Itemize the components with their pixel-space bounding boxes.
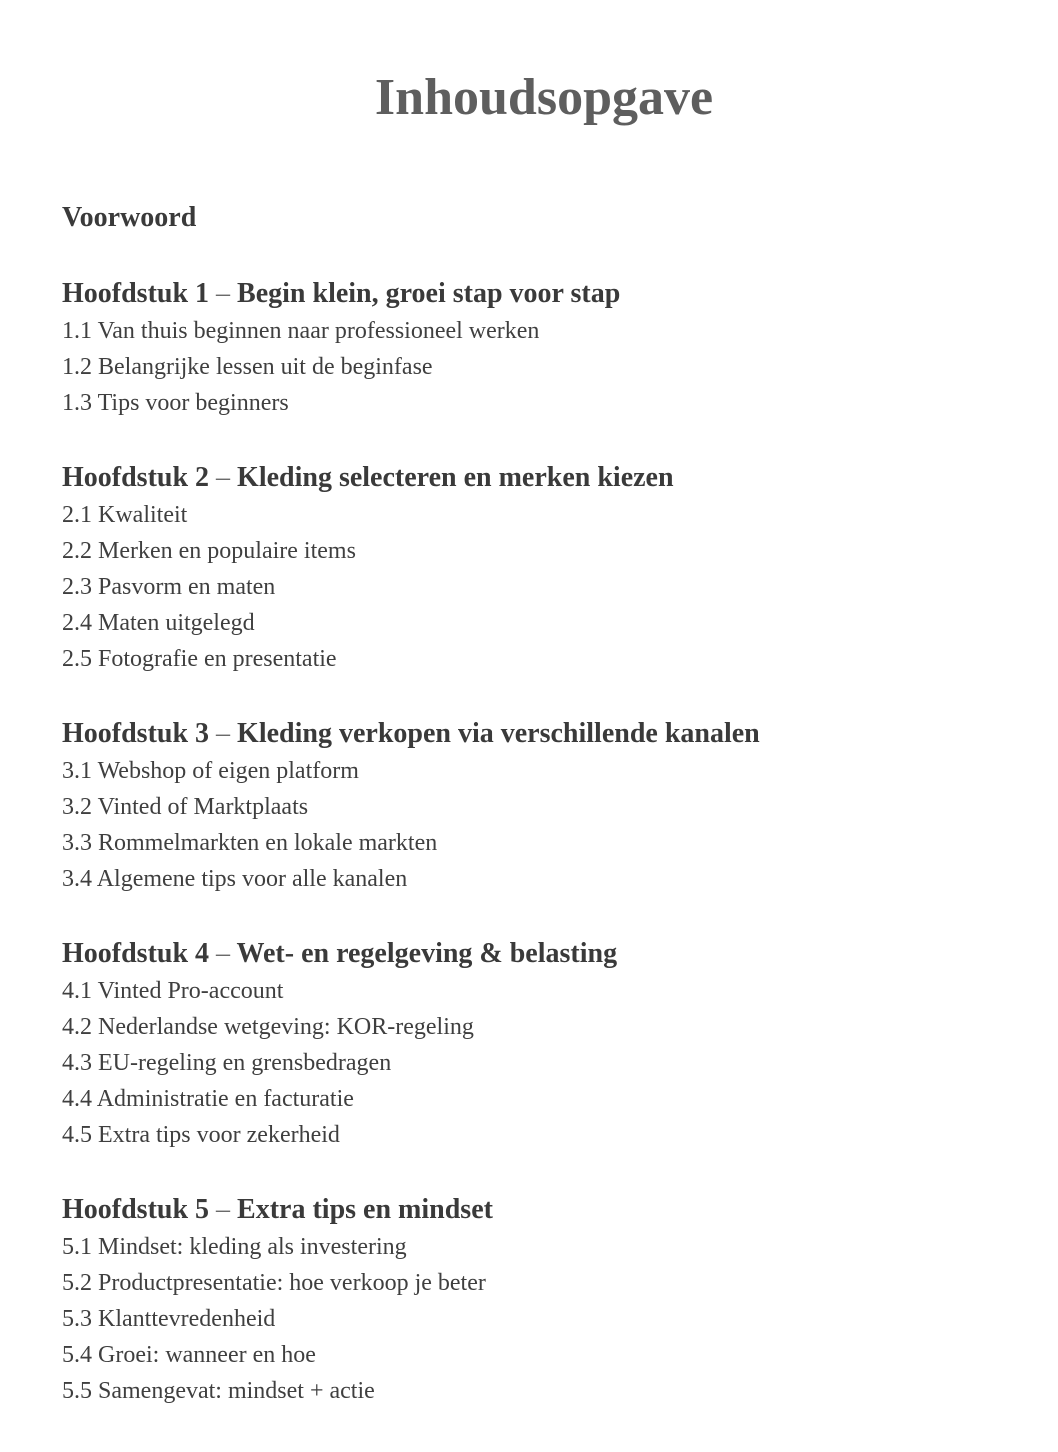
toc-section-link[interactable] bbox=[62, 1117, 1022, 1153]
chapter-title-link[interactable] bbox=[62, 459, 1022, 497]
section-number: 4.5 bbox=[62, 1122, 92, 1148]
section-title: Klanttevredenheid bbox=[98, 1306, 276, 1332]
section-number: 1.3 bbox=[62, 390, 92, 416]
chapter-title-link[interactable] bbox=[62, 275, 1022, 313]
page-title: Inhoudsopgave bbox=[374, 69, 714, 126]
section-number: 5.4 bbox=[62, 1342, 92, 1368]
section-number: 5.2 bbox=[62, 1270, 92, 1296]
chapter-dash: – bbox=[216, 1194, 231, 1225]
section-title: Pasvorm en maten bbox=[98, 574, 276, 600]
section-number: 2.1 bbox=[62, 502, 92, 528]
chapter-label: Hoofdstuk 2 bbox=[62, 462, 210, 493]
toc-section-link[interactable] bbox=[62, 753, 1022, 789]
chapter-name: Begin klein, groei stap voor stap bbox=[237, 278, 621, 309]
section-number: 3.1 bbox=[62, 758, 92, 784]
section-title: Rommelmarkten en lokale markten bbox=[98, 830, 438, 856]
toc-section-link[interactable] bbox=[62, 1301, 1022, 1337]
chapter-title-link[interactable] bbox=[62, 1191, 1022, 1229]
chapter-block bbox=[62, 275, 1022, 421]
toc-section-link[interactable] bbox=[62, 349, 1022, 385]
section-title: Samengevat: mindset + actie bbox=[98, 1378, 375, 1404]
section-title: Webshop of eigen platform bbox=[97, 758, 359, 784]
toc-section-link[interactable] bbox=[62, 313, 1022, 349]
section-title: Kwaliteit bbox=[98, 502, 188, 528]
toc-section-link[interactable] bbox=[62, 1081, 1022, 1117]
toc-section-link[interactable] bbox=[62, 1265, 1022, 1301]
chapter-name: Wet- en regelgeving & belasting bbox=[236, 938, 618, 969]
section-title: Vinted of Marktplaats bbox=[97, 794, 309, 820]
chapter-block bbox=[62, 715, 1022, 897]
toc-section-link[interactable] bbox=[62, 861, 1022, 897]
chapter-label: Hoofdstuk 4 bbox=[62, 938, 210, 969]
chapter-name: Extra tips en mindset bbox=[237, 1194, 493, 1225]
section-title: Algemene tips voor alle kanalen bbox=[96, 866, 408, 892]
section-title: Fotografie en presentatie bbox=[98, 646, 337, 672]
toc-section-link[interactable] bbox=[62, 825, 1022, 861]
section-title: Mindset: kleding als investering bbox=[98, 1234, 407, 1260]
section-number: 4.1 bbox=[62, 978, 92, 1004]
chapter-dash: – bbox=[216, 462, 231, 493]
toc-foreword-link[interactable]: Voorwoord bbox=[62, 202, 197, 233]
section-title: Productpresentatie: hoe verkoop je beter bbox=[98, 1270, 486, 1296]
toc-section-link[interactable] bbox=[62, 569, 1022, 605]
section-number: 3.3 bbox=[62, 830, 92, 856]
section-number: 4.2 bbox=[62, 1014, 92, 1040]
section-number: 2.3 bbox=[62, 574, 92, 600]
section-title: Van thuis beginnen naar professioneel werken bbox=[97, 318, 540, 344]
toc-section-link[interactable] bbox=[62, 533, 1022, 569]
section-title: Belangrijke lessen uit de beginfase bbox=[98, 354, 433, 380]
section-number: 5.5 bbox=[62, 1378, 92, 1404]
section-title: Maten uitgelegd bbox=[98, 610, 255, 636]
toc-section-link[interactable] bbox=[62, 1373, 1022, 1409]
section-number: 4.4 bbox=[62, 1086, 92, 1112]
toc-section-link[interactable] bbox=[62, 1337, 1022, 1373]
section-title: EU-regeling en grensbedragen bbox=[98, 1050, 392, 1076]
section-number: 5.1 bbox=[62, 1234, 92, 1260]
chapter-dash: – bbox=[216, 938, 231, 969]
section-title: Groei: wanneer en hoe bbox=[98, 1342, 316, 1368]
section-number: 5.3 bbox=[62, 1306, 92, 1332]
chapter-dash: – bbox=[216, 278, 231, 309]
section-title: Extra tips voor zekerheid bbox=[98, 1122, 340, 1148]
section-number: 3.2 bbox=[62, 794, 92, 820]
chapter-block bbox=[62, 935, 1022, 1153]
toc-section-link[interactable] bbox=[62, 789, 1022, 825]
section-number: 1.2 bbox=[62, 354, 92, 380]
toc-section-link[interactable] bbox=[62, 973, 1022, 1009]
toc-section-link[interactable] bbox=[62, 1229, 1022, 1265]
chapter-list bbox=[62, 275, 1022, 1409]
chapter-title-link[interactable] bbox=[62, 715, 1022, 753]
chapter-name: Kleding selecteren en merken kiezen bbox=[237, 462, 674, 493]
toc-section-link[interactable] bbox=[62, 605, 1022, 641]
chapter-block bbox=[62, 1191, 1022, 1409]
section-title: Administratie en facturatie bbox=[96, 1086, 354, 1112]
toc-section-link[interactable] bbox=[62, 385, 1022, 421]
section-number: 2.2 bbox=[62, 538, 92, 564]
toc-section-link[interactable] bbox=[62, 1045, 1022, 1081]
chapter-block bbox=[62, 459, 1022, 677]
toc-section-link[interactable] bbox=[62, 641, 1022, 677]
section-title: Vinted Pro-account bbox=[97, 978, 284, 1004]
chapter-title-link[interactable] bbox=[62, 935, 1022, 973]
section-title: Nederlandse wetgeving: KOR-regeling bbox=[98, 1014, 474, 1040]
section-number: 4.3 bbox=[62, 1050, 92, 1076]
chapter-label: Hoofdstuk 5 bbox=[62, 1194, 210, 1225]
toc-section-link[interactable] bbox=[62, 497, 1022, 533]
chapter-dash: – bbox=[216, 718, 231, 749]
section-number: 2.4 bbox=[62, 610, 92, 636]
section-title: Tips voor beginners bbox=[97, 390, 289, 416]
section-title: Merken en populaire items bbox=[98, 538, 356, 564]
toc-section-link[interactable] bbox=[62, 1009, 1022, 1045]
chapter-label: Hoofdstuk 3 bbox=[62, 718, 210, 749]
section-number: 2.5 bbox=[62, 646, 92, 672]
chapter-label: Hoofdstuk 1 bbox=[62, 278, 210, 309]
chapter-name: Kleding verkopen via verschillende kanalen bbox=[237, 718, 760, 749]
table-of-contents bbox=[62, 199, 1022, 1447]
section-number: 3.4 bbox=[62, 866, 92, 892]
section-number: 1.1 bbox=[62, 318, 92, 344]
